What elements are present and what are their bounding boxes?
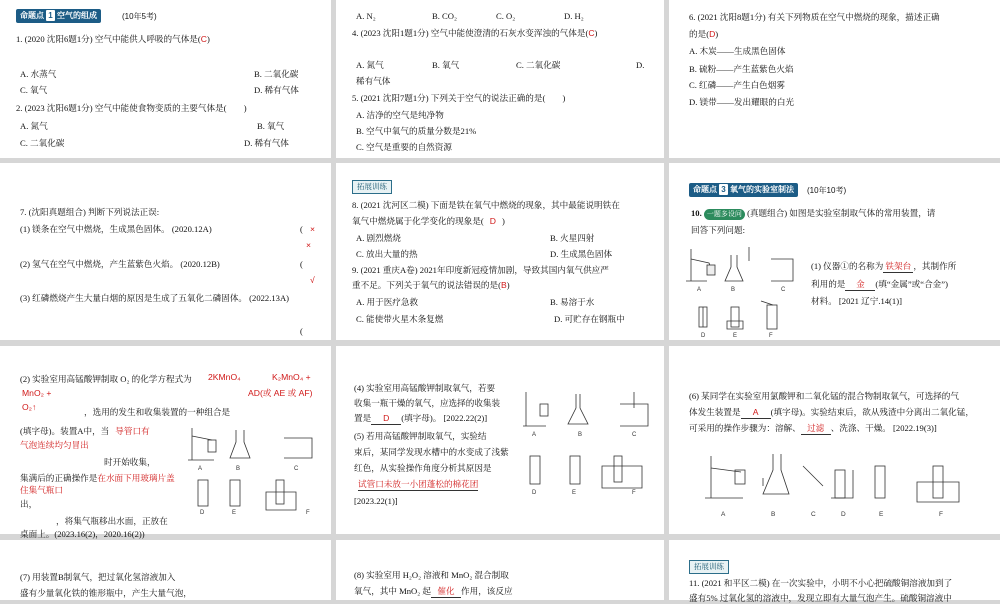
label-f: F [306,510,310,516]
label-a: A [697,287,702,293]
label-d: D [200,510,205,516]
card-5 [336,163,664,340]
answer-eq-1: 2KMnO₄ [208,372,241,382]
q1-option-c: C. 氧气 [20,85,48,95]
label-a: A [198,466,203,472]
question-9: 9. (2021 重庆A卷) 2021年印度新冠疫情加剧，导致其国内氧气供应严 [352,265,609,275]
card-10 [0,540,331,600]
q3-option-b: B. CO₂ [432,11,457,21]
mark-2: × [306,240,312,250]
multi-question-pill[interactable]: 一题多设问 [704,209,745,220]
question-10: 10. 一题多设问 (真题组合) 如图是实验室制取气体的常用装置，请 [691,208,936,218]
card-7 [0,346,331,539]
section-badge: 命题点 1 空气的组成 [16,9,101,23]
question-7: 7. (沈阳真题组合) 判断下列说法正误: [20,207,160,217]
q1-option-a: A. 水蒸气 [20,69,57,79]
sub-7-cont: 盛有少量氧化铁的锥形瓶中，产生大量气泡， [20,588,192,598]
sub-2-cont-3: 时开始收集， [104,457,156,467]
section-note: (10年5考) [122,12,157,21]
q4-option-b: B. 氧气 [432,60,460,70]
question-11-cont: 盛有5% 过氧化氢的溶液中，发现立即有大量气泡产生。硫酸铜溶液中 [689,593,952,603]
card-11 [336,540,664,600]
sub-2-cont: ，选用的发生和收集装置的一种组合是 [84,407,231,417]
mark-1: × [310,224,316,234]
q5-option-c: C. 空气是重要的自然资源 [356,142,452,152]
q7-item-1: (1) 镁条在空气中燃烧，生成黑色固体。 (2020.12A) [20,224,212,234]
mark-3: √ [310,275,315,285]
q7-item-2: (2) 氢气在空气中燃烧，产生蓝紫色火焰。 (2020.12B) [20,259,220,269]
question-4: 4. (2023 沈阳1题1分) 空气中能使澄清的石灰水变浑浊的气体是(C) [352,28,598,38]
apparatus-diagram [186,422,326,516]
q2-option-b: B. 氧气 [257,121,285,131]
question-9-cont: 重不足。下列关于氧气的说法错误的是(B) [352,280,510,290]
q8-option-c: C. 放出大量的热 [356,249,418,259]
answer-reason: 试管口未放一小团蓬松的棉花团 [358,479,479,489]
label-b: B [236,466,241,472]
card-6 [669,163,1000,340]
sub-1-end: 材料。 [2021 辽宁.14(1)] [811,296,902,306]
q5-option-a: A. 洁净的空气是纯净物 [356,110,444,120]
label-e: E [733,333,738,339]
q2-option-a: A. 氮气 [20,121,48,131]
sub-2-out: 出， [20,499,38,509]
card-1 [0,0,331,158]
sub-8: (8) 实验室用 H₂O₂ 溶液和 MnO₂ 混合制取 [354,570,509,580]
card-2 [336,0,664,158]
question-11: 11. (2021 和平区二模) 在一次实验中，小明不小心把硫酸铜溶液加到了 [689,578,953,588]
question-6: 6. (2021 沈阳8题1分) 有关下列物质在空气中燃烧的现象，描述正确 [689,12,940,22]
q6-option-d: D. 镁带——发出耀眼的白光 [689,97,795,107]
label-f: F [769,333,773,339]
label-e: E [572,490,577,496]
q4-option-a: A. 氮气 [356,60,384,70]
sub-5-cont: 束后，某同学发现水槽中的水变成了浅紫 [354,447,509,457]
card-9 [669,346,1000,534]
q7-item-3: (3) 红磷燃烧产生大量白烟的原因是生成了五氧化二磷固体。 (2022.13A) [20,293,290,303]
label-c: C [781,287,786,293]
answer-bubbles: 气泡连续均匀冒出 [20,440,89,450]
q8-option-a: A. 剧烈燃烧 [356,233,401,243]
paren-3: ( [300,326,303,336]
label-c: C [811,511,816,518]
q4-option-d: D. [636,60,645,70]
sub-5: (5) 若用高锰酸钾制取氧气，实验结 [354,431,487,441]
q5-option-b: B. 空气中氧气的质量分数是21% [356,126,477,136]
q1-option-b: B. 二氧化碳 [254,69,299,79]
sub-4: (4) 实验室用高锰酸钾制取氧气，若要 [354,383,496,393]
question-6-cont: 的是(D) [689,29,719,39]
q4-option-d-text: 稀有气体 [356,76,391,86]
extension-tag: 拓展训练 [352,180,392,194]
q1-option-d: D. 稀有气体 [254,85,299,95]
q8-option-d: D. 生成黑色固体 [550,249,613,259]
label-d: D [841,511,846,518]
answer-eq-2: K₂MnO₄ + [272,372,311,382]
label-b: B [578,432,583,438]
sub-7: (7) 用装置B制氧气，把过氧化氢溶液加入 [20,572,176,582]
sub-5-cont-2: 红色，从实验操作角度分析其原因是 [354,463,492,473]
apparatus-diagram [683,241,809,339]
q3-option-a: A. N₂ [356,11,376,21]
q2-option-d: D. 稀有气体 [244,138,289,148]
q9-option-b: B. 易溶于水 [550,297,595,307]
sub-2-cont-4: 集满后的正确操作是在水面下用玻璃片盖住集气瓶口 [20,473,175,495]
label-a: A [721,511,726,518]
sub-4-cont: 收集一瓶干燥的氧气，应选择的收集装 [354,398,501,408]
answer-eq-3: MnO₂ + [22,388,52,398]
sub-5-end: [2023.22(1)] [354,496,398,506]
paren-1: ( [300,224,303,234]
q3-option-c: C. O₂ [496,11,516,21]
label-f: F [939,511,943,518]
sub-6-cont: 体发生装置是 A (填字母)。实验结束后，欲从残渣中分离出二氧化锰， [689,407,974,417]
extension-tag: 拓展训练 [689,560,729,574]
question-8-cont: 氧气中燃烧属于化学变化的现象是( D ) [352,216,505,226]
label-e: E [879,511,884,518]
sub-4-cont-2: 置是 D (填字母)。 [2022.22(2)] [354,413,488,423]
section-note: (10年10考) [807,186,847,195]
sub-2-end: 桌面上。(2023.16(2)，2020.16(2)) [20,529,145,539]
sub-2-cont-5: ，将集气瓶移出水面，正放在 [56,516,168,526]
label-f: F [632,490,636,496]
sub-1-cont: 利用的是 金 (填“金属”或“合金”) [811,279,948,289]
q3-option-d: D. H₂ [564,11,584,21]
label-b: B [731,287,736,293]
label-c: C [632,432,637,438]
sub-1: (1) 仪器①的名称为 铁架台 ，其制作所 [811,261,957,271]
sub-6: (6) 某同学在实验室用氯酸钾和二氧化锰的混合物制取氧气，可选择的气 [689,391,959,401]
label-d: D [532,490,537,496]
sub-6-cont-2: 可采用的操作步骤为：溶解、 过滤 、洗涤、干燥。 [2022.19(3)] [689,423,937,433]
paren-2: ( [300,259,303,269]
card-12 [669,540,1000,603]
question-1: 1. (2020 沈阳6题1分) 空气中能供人呼吸的气体是(C) [16,34,210,44]
q6-option-b: B. 硫粉——产生蓝紫色火焰 [689,64,794,74]
q6-option-c: C. 红磷——产生白色烟雾 [689,80,785,90]
label-d: D [701,333,706,339]
q8-option-b: B. 火星四射 [550,233,595,243]
sub-8-cont: 氧气，其中 MnO₂ 起 催化 作用，该反应 [354,586,513,596]
question-5: 5. (2021 沈阳7题1分) 下列关于空气的说法正确的是( ) [352,93,566,103]
q6-option-a: A. 木炭——生成黑色固体 [689,46,786,56]
label-b: B [771,511,776,518]
answer-selection: AD(或 AE 或 AF) [248,388,313,398]
question-2: 2. (2023 沈阳6题1分) 空气中能使食物变质的主要气体是( ) [16,103,247,113]
sub-2-cont-2: (填字母)。装置A中，当 导管口有 [20,426,150,436]
section-badge: 命题点 3 氧气的实验室制法 [689,183,798,197]
q9-option-d: D. 可贮存在钢瓶中 [554,314,625,324]
answer-eq-4: O₂↑ [22,402,37,412]
label-a: A [532,432,537,438]
label-e: E [232,510,237,516]
q2-option-c: C. 二氧化碳 [20,138,65,148]
card-3 [669,0,1000,158]
apparatus-diagram [522,386,658,498]
card-8 [336,346,664,534]
sub-2: (2) 实验室用高锰酸钾制取 O₂ 的化学方程式为 [20,374,192,384]
q4-option-c: C. 二氧化碳 [516,60,561,70]
q9-option-c: C. 能使带火星木条复燃 [356,314,444,324]
question-8: 8. (2021 沈河区二模) 下面是铁在氧气中燃烧的现象，其中最能说明铁在 [352,200,620,210]
question-10-cont: 回答下列问题: [691,225,745,235]
card-4 [0,163,331,340]
q9-option-a: A. 用于医疗急救 [356,297,419,307]
apparatus-diagram [703,446,973,522]
label-c: C [294,466,299,472]
